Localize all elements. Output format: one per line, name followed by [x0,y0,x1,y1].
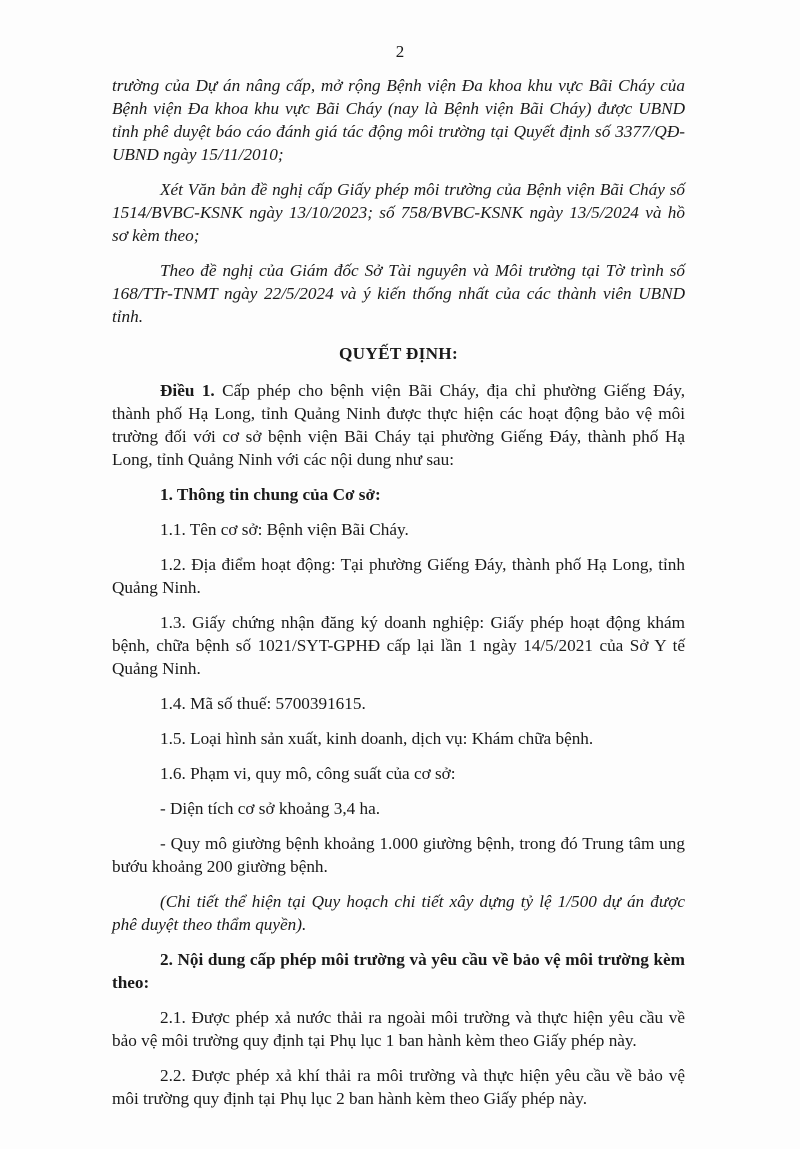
section-1-item: 1.6. Phạm vi, quy mô, công suất của cơ sở: [160,764,456,783]
section-1-note: (Chi tiết thể hiện tại Quy hoạch chi tiết xây dựng tỷ lệ 1/500 dự án được phê duyệt theo thẩm quyền). [112,892,685,934]
section-1-item: - Quy mô giường bệnh khoảng 1.000 giường bệnh, trong đó Trung tâm ung bướu khoảng 200 giường bệnh. [112,834,685,876]
section-2-item: 2.2. Được phép xả khí thải ra môi trường và thực hiện yêu cầu về bảo vệ môi trường quy định tại Phụ lục 2 ban hành kèm theo Giấy phép này. [112,1066,685,1108]
page-number: 2 [395,42,405,61]
section-1-item: 1.1. Tên cơ sở: Bệnh viện Bãi Cháy. [160,520,409,539]
section-2-title: 2. Nội dung cấp phép môi trường và yêu cầu về bảo vệ môi trường kèm theo: [112,950,685,992]
section-1-item: 1.2. Địa điểm hoạt động: Tại phường Giếng Đáy, thành phố Hạ Long, tỉnh Quảng Ninh. [112,555,685,597]
decision-heading: QUYẾT ĐỊNH: [338,344,458,363]
article-1 [112,379,685,471]
preamble-paragraph: Xét Văn bản đề nghị cấp Giấy phép môi trường của Bệnh viện Bãi Cháy số 1514/BVBC-KSNK ngày 13/10/2023; số 758/BVBC-KSNK ngày 13/5/2024 và hồ sơ kèm theo; [112,180,685,245]
preamble-paragraph: Theo đề nghị của Giám đốc Sở Tài nguyên và Môi trường tại Tờ trình số 168/TTr-TNMT ngày 22/5/2024 và ý kiến thống nhất của các thành viên UBND tỉnh. [112,261,685,326]
section-1-item: 1.5. Loại hình sản xuất, kinh doanh, dịch vụ: Khám chữa bệnh. [160,729,594,748]
document-body [112,74,685,1122]
section-1-item: 1.3. Giấy chứng nhận đăng ký doanh nghiệp: Giấy phép hoạt động khám bệnh, chữa bệnh số 1021/SYT-GPHĐ cấp lại lần 1 ngày 14/5/2021 của Sở Y tế Quảng Ninh. [112,613,685,678]
section-2-item: 2.1. Được phép xả nước thải ra ngoài môi trường và thực hiện yêu cầu về bảo vệ môi trường quy định tại Phụ lục 1 ban hành kèm theo Giấy phép này. [112,1008,685,1050]
preamble-paragraph: trường của Dự án nâng cấp, mở rộng Bệnh viện Đa khoa khu vực Bãi Cháy của Bệnh viện Đa khoa khu vực Bãi Cháy (nay là Bệnh viện Bãi Cháy) được UBND tỉnh phê duyệt báo cáo đánh giá tác động môi trường tại Quyết định số 3377/QĐ-UBND ngày 15/11/2010; [112,76,685,164]
article-1-text: Cấp phép cho bệnh viện Bãi Cháy, địa chỉ phường Giếng Đáy, thành phố Hạ Long, tỉnh Quảng Ninh được thực hiện các hoạt động bảo vệ môi trường đối với cơ sở bệnh viện Bãi Cháy tại phường Giếng Đáy, thành phố Hạ Long, tỉnh Quảng Ninh với các nội dung như sau: [112,381,685,469]
section-1-item: 1.4. Mã số thuế: 5700391615. [160,694,366,713]
article-1-label: Điều 1. [160,381,215,400]
section-1-item: - Diện tích cơ sở khoảng 3,4 ha. [160,799,381,818]
section-1-title: 1. Thông tin chung của Cơ sở: [160,485,381,504]
